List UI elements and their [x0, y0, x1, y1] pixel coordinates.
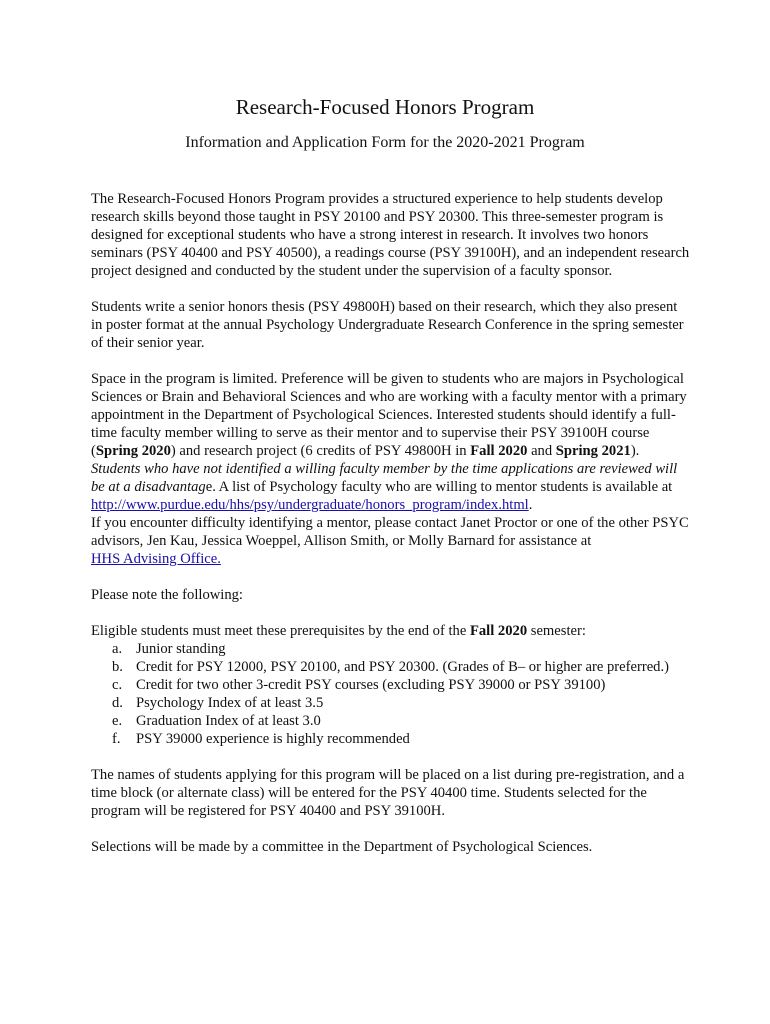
faculty-list-link[interactable]: http://www.purdue.edu/hhs/psy/undergraduate/honors_program/index.html: [91, 497, 529, 513]
selection-paragraph: Selections will be made by a committee in the Department of Psychological Sciences.: [91, 839, 593, 855]
thesis-paragraph: Students write a senior honors thesis (PSY 49800H) based on their research, which they also present in poster format at the annual Psychology Undergraduate Research Conference in the spring semester of their senior year.: [91, 299, 684, 351]
list-marker: c.: [112, 677, 123, 693]
eligibility-paragraph: [91, 622, 691, 640]
note-paragraph: Please note the following:: [91, 587, 243, 603]
list-item: [91, 676, 691, 694]
list-item-text: PSY 39000 experience is highly recommended: [136, 731, 410, 747]
admission-text-6: .: [528, 497, 533, 513]
admission-paragraph: [91, 370, 691, 568]
admission-text-5: e. A list of Psychology faculty who are willing to mentor students is available at: [205, 479, 673, 495]
list-marker: b.: [112, 659, 123, 675]
list-marker: f.: [112, 731, 121, 747]
intro-paragraph: The Research-Focused Honors Program provides a structured experience to help students develop research skills beyond those taught in PSY 20100 and PSY 20300. This three-semester program is designed for exceptional students who have a strong interest in research. It involves two honors seminars (PSY 40400 and PSY 40500), a readings course (PSY 39100H), and an independent research project designed and conducted by the student under the supervision of a faculty sponsor.: [91, 191, 690, 279]
list-item-text: Credit for two other 3-credit PSY courses (excluding PSY 39000 or PSY 39100): [136, 677, 606, 693]
mentor-help-text: If you encounter difficulty identifying a mentor, please contact Janet Proctor or one of the other PSYC advisors, Jen Kau, Jessica Woeppel, Allison Smith, or Molly Barnard for assistance at: [91, 515, 689, 549]
registration-paragraph: The names of students applying for this program will be placed on a list during pre-registration, and a time block (or alternate class) will be entered for the PSY 40400 time. Students selected for the program will be registered for PSY 40400 and PSY 39100H.: [91, 767, 685, 819]
list-item-text: Credit for PSY 12000, PSY 20100, and PSY 20300. (Grades of B– or higher are preferred.): [136, 659, 669, 675]
document-body: [91, 190, 691, 856]
term-spring-2020: Spring 2020: [95, 443, 171, 459]
page-title: Research-Focused Honors Program: [235, 95, 535, 119]
term-fall-2020-deadline: Fall 2020: [469, 623, 528, 639]
eligibility-text-2: semester:: [527, 623, 586, 639]
list-marker: e.: [112, 713, 123, 729]
advising-office-link[interactable]: HHS Advising Office.: [91, 551, 221, 567]
list-marker: a.: [112, 641, 123, 657]
term-spring-2021: Spring 2021: [555, 443, 631, 459]
list-item: [91, 712, 691, 730]
term-fall-2020: Fall 2020: [470, 443, 528, 459]
list-marker: d.: [112, 695, 123, 711]
list-item: [91, 694, 691, 712]
eligibility-text-1: Eligible students must meet these prerequisites by the end of the: [91, 623, 470, 639]
page-subtitle: Information and Application Form for the 2020-2021 Program: [185, 134, 585, 151]
admission-text-4: ).: [630, 443, 640, 459]
list-item: [91, 730, 691, 748]
admission-text-3: and: [527, 443, 556, 459]
prerequisite-list: [91, 640, 691, 748]
list-item-text: Graduation Index of at least 3.0: [136, 713, 321, 729]
list-item-text: Junior standing: [136, 641, 226, 657]
disadvantage-note: Students who have not identified a willing faculty member by the time applications are reviewed will be at a disadvantag: [91, 461, 678, 495]
list-item-text: Psychology Index of at least 3.5: [136, 695, 324, 711]
list-item: [91, 658, 691, 676]
admission-text-1: Space in the program is limited. Preference will be given to students who are majors in Psychological Sciences or Brain and Behavioral Sciences and who are working with a faculty mentor with a primary appointment in the Department of Psychological Sciences. Interested students should identify a full-time faculty member willing to serve as their mentor and to supervise their PSY 39100H course (: [91, 371, 687, 459]
list-item: [91, 640, 691, 658]
admission-text-2: ) and research project (6 credits of PSY 49800H in: [170, 443, 471, 459]
